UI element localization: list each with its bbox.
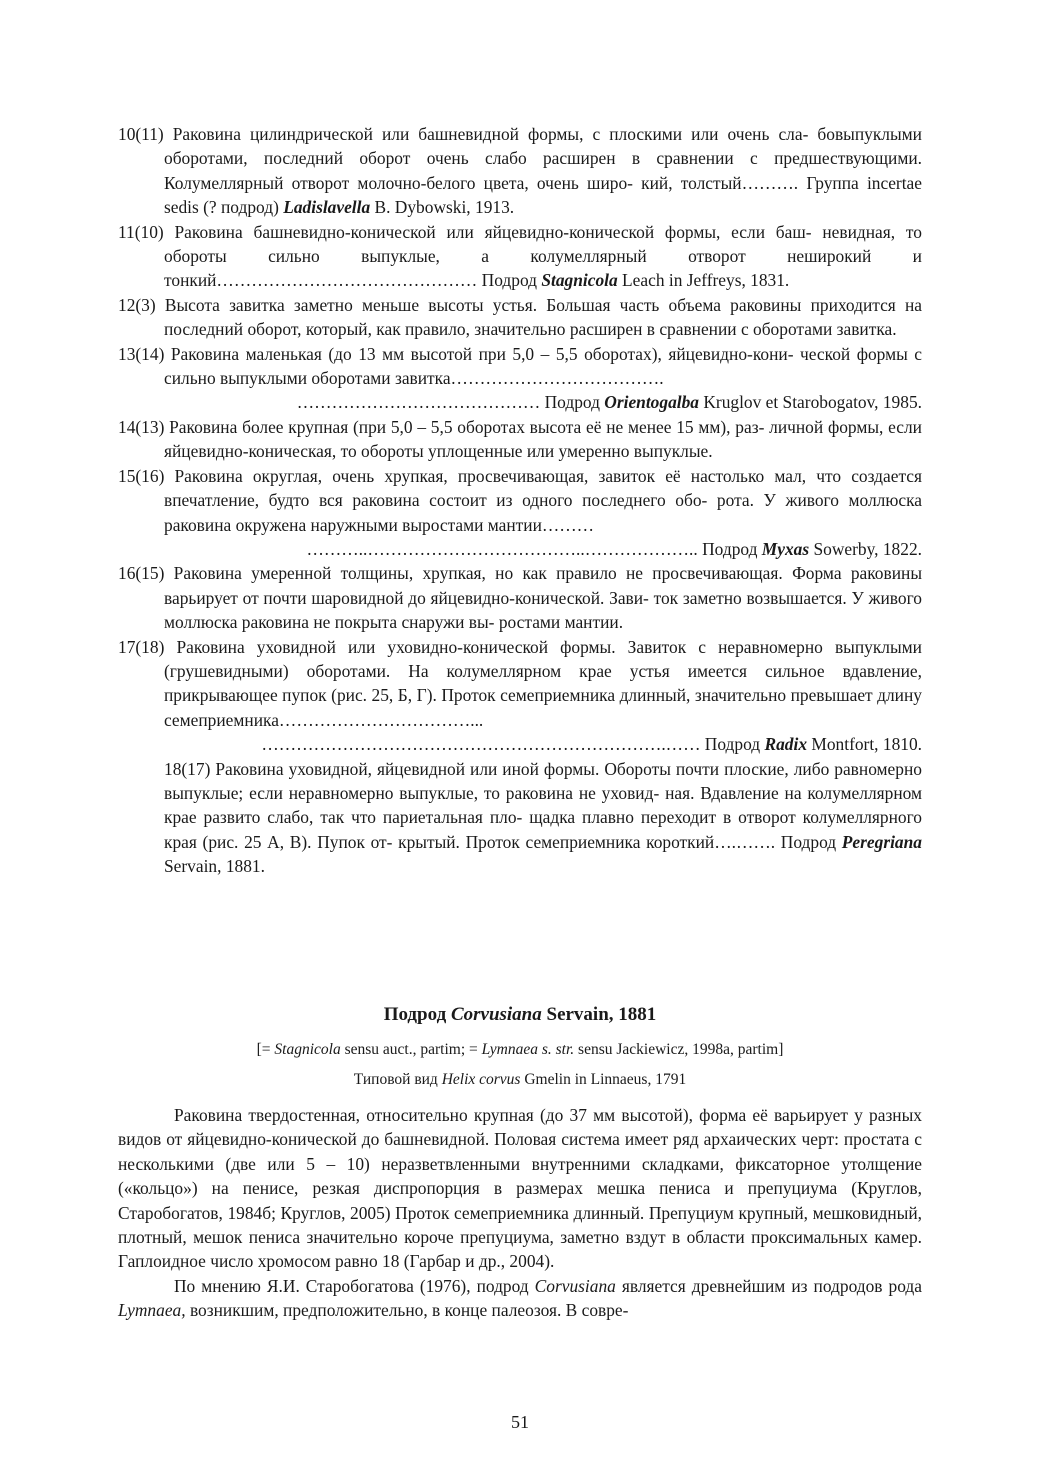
- key-entry: 14(13) Раковина более крупная (при 5,0 – 5,5 оборотах высота её не менее 15 мм), раз- личной формы, если яйцевидно-коническая, то обороты уплощенные или умеренно выпуклые.: [118, 416, 922, 462]
- key-number: 15(16): [118, 465, 165, 486]
- key-entry: 16(15) Раковина умеренной толщины, хрупкая, но как правило не просвечивающая. Форма раковины варьирует от почти шаровидной до яйцевидно-конической. Зави- ток заметно возвышается. У живого моллюска раковина не покрыта снаружи вы- ростами мантии.: [118, 563, 923, 633]
- key-number: 16(15): [118, 563, 165, 584]
- taxon-name: Ladislavella: [283, 197, 371, 218]
- taxon-name: Corvusiana: [450, 1004, 542, 1025]
- page-number: 51: [511, 1412, 529, 1432]
- taxon-name: Myxas: [761, 538, 810, 559]
- key-entry: 10(11) Раковина цилиндрической или башневидной формы, с плоскими или очень сла- бовыпуклыми оборотами, последний оборот очень слабо расширен в сравнении с предшествующими. Колумеллярный отворот молочно-белого цвета, очень широ- кий, толстый………. Группа incertae sedis (? подрод) Ladislavella B. Dybowski, 1913.: [118, 124, 922, 218]
- synonymy-line: [= Stagnicola sensu auct., partim; = Lymnaea s. str. sensu Jackiewicz, 1998a, partim]: [256, 1041, 784, 1058]
- key-number: 11(10): [118, 221, 164, 242]
- key-result-line: ………..………………………………..……………….. Подрод Myxas Sowerby, 1822.: [306, 538, 922, 559]
- taxon-name: Stagnicola: [541, 270, 618, 291]
- section-heading: Подрод Corvusiana Servain, 1881: [383, 1004, 657, 1025]
- key-result-line: …………………………………………………………….…… Подрод Radix Montfort, 1810.: [261, 734, 922, 755]
- key-entry: 15(16) Раковина округлая, очень хрупкая, просвечивающая, завиток её настолько мал, что создается впечатление, будто вся раковина состоит из одного последнего обо- рота. У живого моллюска раковина окружена наружными выростами мантии………: [118, 465, 922, 535]
- identification-key: [118, 122, 922, 879]
- key-entry: 12(3) Высота завитка заметно меньше высоты устья. Большая часть объема раковины приходится на последний оборот, который, как правило, значительно расширен в сравнении с оборотами завитка.: [118, 294, 922, 340]
- paragraph: По мнению Я.И. Старобогатова (1976), подрод Corvusiana является древнейшим из подродов рода Lymnaea, возникшим, предположительно, в конце палеозоя. В совре-: [118, 1275, 922, 1321]
- key-entry: 18(17) Раковина уховидной, яйцевидной или иной формы. Обороты почти плоские, либо равномерно выпуклые; если неравномерно выпуклые, то раковина не уховид- ная. Вдавление на колумеллярном крае развито слабо, так что париетальная пло- щадка плавно переходит в отворот колумеллярного края (рис. 25 А, В). Пупок от- крытый. Проток семеприемника короткий….……. Подрод Peregriana Servain, 1881.: [164, 758, 922, 877]
- key-number: 14(13): [118, 416, 165, 437]
- taxon-name: Orientogalba: [604, 392, 699, 413]
- key-result-line: …………………………………… Подрод Orientogalba Kruglov et Starobogatov, 1985.: [296, 392, 922, 413]
- body-text: [118, 1103, 922, 1323]
- key-number: 10(11): [118, 124, 164, 144]
- key-number: 18(17): [164, 758, 211, 779]
- key-number: 13(14): [118, 343, 165, 364]
- key-entry: 13(14) Раковина маленькая (до 13 мм высотой при 5,0 – 5,5 оборотах), яйцевидно-кони- ческой формы с сильно выпуклыми оборотами завитка……………………………….: [118, 343, 923, 389]
- key-entry: 11(10) Раковина башневидно-конической или яйцевидно-конической формы, если баш- невидная, то обороты сильно выпуклые, а колумеллярный отворот неширокий и тонкий……………………………………… Подрод Stagnicola Leach in Jeffreys, 1831.: [118, 221, 922, 291]
- taxon-name: Peregriana: [841, 831, 922, 852]
- paragraph: Раковина твердостенная, относительно крупная (до 37 мм высотой), форма её варьирует у разных видов от яйцевидно-конической до башневидной. Половая система имеет ряд архаических черт: простата с несколькими (две или 5 – 10) неразветвленными внутренними складками, фиксаторное утолщение («кольцо») на пенисе, резкая диспропорция в размерах мешка пениса и препуциума (Круглов, Старобогатов, 1984б; Круглов, 2005) Проток семеприемника длинный. Препуциум крупный, мешковидный, плотный, мешок пениса значительно короче препуциума, заметно вздут в области проксимальных камер. Гаплоидное число хромосом равно 18 (Гарбар и др., 2004).: [118, 1105, 922, 1272]
- type-species-line: Типовой вид Helix corvus Gmelin in Linnaeus, 1791: [353, 1071, 687, 1088]
- key-entry: 17(18) Раковина уховидной или уховидно-конической формы. Завиток с неравномерно выпуклыми (грушевидными) оборотами. На колумеллярном крае устья имеется сильное вдавление, прикрывающее пупок (рис. 25, Б, Г). Проток семеприемника длинный, значительно превышает длину семеприемника……………………………...: [118, 636, 922, 730]
- key-number: 12(3): [118, 294, 156, 315]
- taxon-name: Radix: [764, 734, 808, 755]
- key-number: 17(18): [118, 636, 165, 657]
